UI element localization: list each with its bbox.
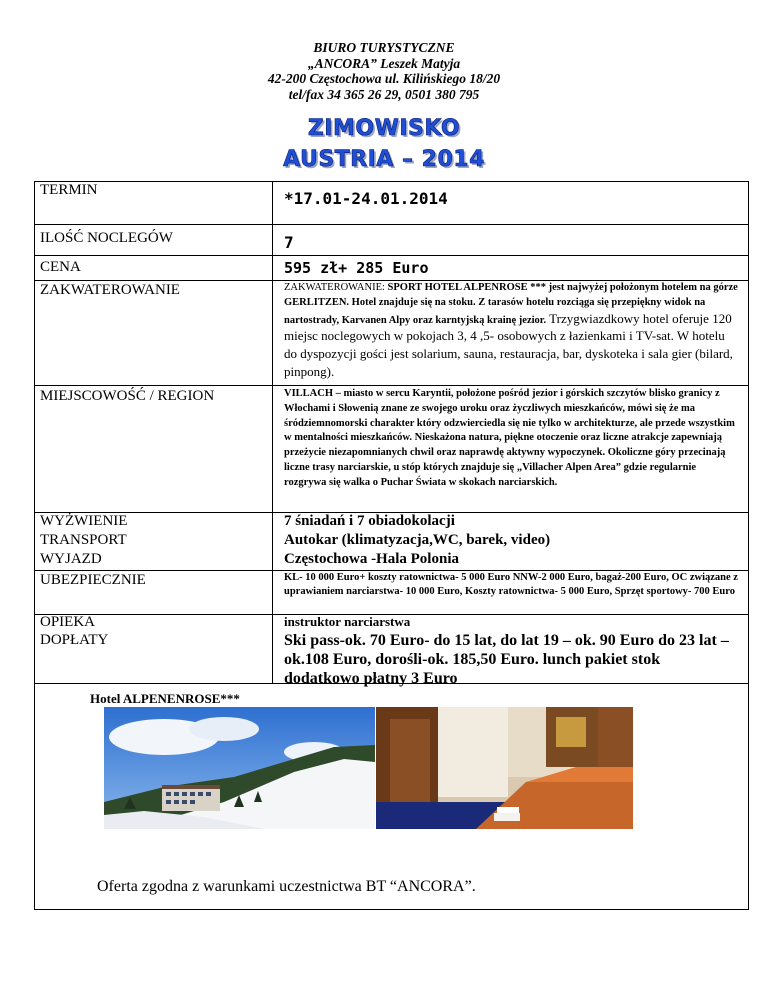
agency-name: BIURO TURYSTYCZNE <box>313 40 455 55</box>
transport-label: TRANSPORT <box>40 532 127 548</box>
opieka-label: OPIEKA <box>40 614 95 630</box>
termin-label: TERMIN <box>40 182 98 198</box>
zakwaterowanie-lead: ZAKWATEROWANIE: <box>284 282 388 293</box>
wyzywienie-value: 7 śniadań i 7 obiadokolacji <box>284 513 455 529</box>
ubezpieczenie-value: KL- 10 000 Euro+ koszty ratownictwa- 5 000 Euro NNW-2 000 Euro, bagaż-200 Euro, OC związane z uprawianiem narciarstwa- 10 000 Euro, Koszty ratownictwa- 5 000 Euro, Sprzęt sportowy- 700 Euro <box>284 572 738 597</box>
table-row-divider <box>34 255 749 256</box>
cena-label: CENA <box>40 259 81 275</box>
noclegi-value: 7 <box>284 233 294 252</box>
hotel-room-illustration <box>376 707 633 829</box>
hotel-exterior-photo <box>104 707 375 829</box>
termin-value: *17.01-24.01.2014 <box>284 189 448 208</box>
zakwaterowanie-normal-text: Trzygwiazdkowy hotel oferuje 120 miejsc noclegowych w pokojach 3, 4 ,5- osobowych z łazienkami i TV-sat. W hotelu do dyspozycji gości jest solarium, sauna, restauracja, bar, dyskoteka i sala gier (bilard, pinpong). <box>284 310 733 379</box>
offer-title: ZIMOWISKO <box>307 116 461 141</box>
table-row-divider <box>34 385 749 386</box>
miejscowosc-value: VILLACH – miasto w sercu Karyntii, położone pośród jezior i górskich szczytów blisko granicy z Włochami i Słowenią znane ze swojego uroku oraz życzliwych mieszkańców, mówi się że ma śródziemnomorski charakter który odzwierciedla się nie tylko w architekturze, ale przede wszystkim w mentalności mieszkańców. Nieskażona natura, piękne otoczenie oraz liczne atrakcje zapewniają przeżycie niezapomnianych chwil oraz naprawdę aktywny wypoczynek. Okoliczne góry przecinają liczne trasy narciarskie, u stóp których znajduje się „Villacher Alpen Area” gdzie regularnie rozgrywa się walka o Puchar Świata w skokach narciarskich. <box>284 388 735 488</box>
noclegi-label: ILOŚĆ NOCLEGÓW <box>40 230 173 246</box>
doplaty-value: Ski pass-ok. 70 Euro- do 15 lat, do lat 19 – ok. 90 Euro do 23 lat –ok.108 Euro, dorośli-ok. 185,50 Euro. lunch pakiet stok dodatkowo płatny 3 Euro <box>284 632 729 687</box>
doplaty-label: DOPŁATY <box>40 632 109 648</box>
ubezpieczenie-label: UBEZPIECZNIE <box>40 572 146 588</box>
zakwaterowanie-label: ZAKWATEROWANIE <box>40 282 180 298</box>
agency-header <box>0 40 768 102</box>
offer-footer-note: Oferta zgodna z warunkami uczestnictwa BT “ANCORA”. <box>97 878 476 895</box>
zakwaterowanie-value <box>284 281 739 382</box>
hotel-exterior-illustration <box>104 707 375 829</box>
wyjazd-label: WYJAZD <box>40 551 102 567</box>
zakwaterowanie-bold-text: SPORT HOTEL ALPENROSE *** jest najwyżej położonym hotelem na górze GERLITZEN. Hotel znajduje się na stoku. Z tarasów hotelu rozciąga się przepiękny widok na nartostrady, Karvanen Alpy oraz karntyjską krainę jezior. <box>284 282 738 326</box>
wyzywienie-label: WYŻWIENIE <box>40 513 128 529</box>
table-column-divider <box>272 181 273 683</box>
opieka-value: instruktor narciarstwa <box>284 614 411 629</box>
hotel-room-photo <box>376 707 633 829</box>
wyjazd-value: Częstochowa -Hala Polonia <box>284 551 459 567</box>
transport-value: Autokar (klimatyzacja,WC, barek, video) <box>284 532 551 548</box>
agency-phone: tel/fax 34 365 26 29, 0501 380 795 <box>288 86 480 102</box>
hotel-caption: Hotel ALPENENROSE*** <box>90 691 240 706</box>
miejscowosc-label: MIEJSCOWOŚĆ / REGION <box>40 388 215 404</box>
table-row-divider <box>34 224 749 225</box>
offer-subtitle: AUSTRIA – 2014 <box>283 147 485 172</box>
agency-owner: „ANCORA” Leszek Matyja <box>307 55 461 71</box>
cena-value: 595 zł+ 285 Euro <box>284 259 429 277</box>
agency-address: 42-200 Częstochowa ul. Kilińskiego 18/20 <box>267 71 501 86</box>
